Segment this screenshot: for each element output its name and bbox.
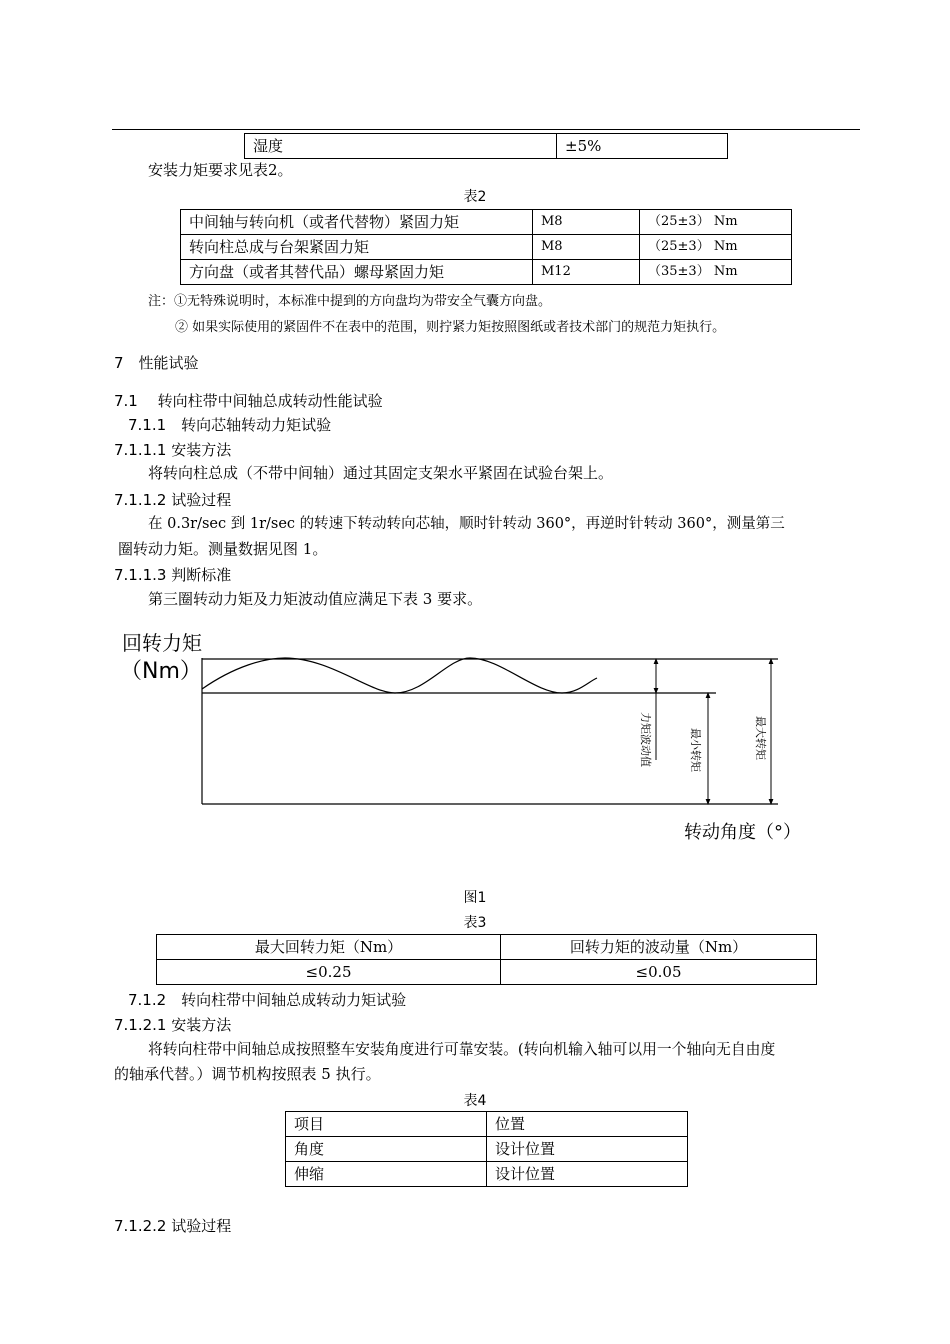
section-7-1-1-3-heading: 7.1.1.3 判断标准 [114,566,232,584]
figure-1-caption: 图1 [463,890,487,906]
table4-cell: 伸缩 [286,1162,487,1187]
section-7-1-1-heading: 7.1.1 转向芯轴转动力矩试验 [128,416,332,434]
note-1: 注：①无特殊说明时，本标准中提到的方向盘均为带安全气囊方向盘。 [148,294,552,309]
humidity-table [244,133,728,159]
table2 [180,209,792,285]
table3-header-max: 最大回转力矩（Nm） [157,935,501,960]
install-torque-text: 安装力矩要求见表2。 [148,161,293,179]
header-rule [112,129,860,130]
table4-cell: 角度 [286,1137,487,1162]
figure-torque-curve [202,658,597,693]
table2-item: 转向柱总成与台架紧固力矩 [181,235,533,260]
table-row [286,1137,688,1162]
paragraph-7-1-1-1: 将转向柱总成（不带中间轴）通过其固定支架水平紧固在试验台架上。 [148,464,614,482]
table2-caption: 表2 [463,189,487,205]
table2-torque: （25±3） Nm [640,210,792,235]
table2-item: 方向盘（或者其替代品）螺母紧固力矩 [181,260,533,285]
section-7-1-1-1-heading: 7.1.1.1 安装方法 [114,441,232,459]
figure-y-label-line2: （Nm） [120,659,202,684]
table4-cell: 设计位置 [487,1137,688,1162]
table-row [286,1112,688,1137]
table-row [286,1162,688,1187]
table3 [156,934,817,985]
table4-cell: 项目 [286,1112,487,1137]
figure-fluctuation-label: 力矩波动值 [639,712,652,767]
table2-size: M8 [533,235,640,260]
paragraph-7-1-1-3: 第三圈转动力矩及力矩波动值应满足下表 3 要求。 [148,590,483,608]
section-7-1-2-2-heading: 7.1.2.2 试验过程 [114,1217,232,1235]
note-2: ② 如果实际使用的紧固件不在表中的范围，则拧紧力矩按照图纸或者技术部门的规范力矩执行。 [175,320,726,335]
paragraph-7-1-2-1-line1: 将转向柱带中间轴总成按照整车安装角度进行可靠安装。(转向机输入轴可以用一个轴向无自由度 [148,1041,776,1058]
table-row [181,235,792,260]
table-row [181,210,792,235]
table2-size: M12 [533,260,640,285]
section-7-heading: 7 性能试验 [114,354,199,372]
figure-1-torque-diagram [0,620,950,850]
humidity-value-cell: ±5% [557,134,728,159]
table3-caption: 表3 [463,915,487,931]
paragraph-7-1-2-1-line2: 的轴承代替。）调节机构按照表 5 执行。 [114,1065,381,1083]
table-row [157,960,817,985]
table3-header-fluct: 回转力矩的波动量（Nm） [501,935,817,960]
figure-max-label: 最大转矩 [754,716,767,760]
table2-item: 中间轴与转向机（或者代替物）紧固力矩 [181,210,533,235]
table3-value-max: ≤0.25 [157,960,501,985]
figure-y-label-line1: 回转力矩 [122,631,202,655]
table3-value-fluct: ≤0.05 [501,960,817,985]
table-row [181,260,792,285]
table4-cell: 位置 [487,1112,688,1137]
section-7-1-1-2-heading: 7.1.1.2 试验过程 [114,491,232,509]
figure-x-label: 转动角度（°） [684,822,801,843]
table4-cell: 设计位置 [487,1162,688,1187]
table4 [285,1111,688,1187]
table2-torque: （35±3） Nm [640,260,792,285]
humidity-label-cell: 湿度 [245,134,557,159]
figure-min-label: 最小转矩 [689,728,702,772]
table2-torque: （25±3） Nm [640,235,792,260]
section-7-1-2-heading: 7.1.2 转向柱带中间轴总成转动力矩试验 [128,991,407,1009]
paragraph-7-1-1-2-line1: 在 0.3r/sec 到 1r/sec 的转速下转动转向芯轴，顺时针转动 360°，再逆时针转动 360°，测量第三 [148,516,785,532]
table-row [157,935,817,960]
paragraph-7-1-1-2-line2: 圈转动力矩。测量数据见图 1。 [118,540,328,558]
table4-caption: 表4 [463,1093,487,1109]
section-7-1-heading: 7.1 转向柱带中间轴总成转动性能试验 [114,392,383,410]
table2-size: M8 [533,210,640,235]
section-7-1-2-1-heading: 7.1.2.1 安装方法 [114,1016,232,1034]
